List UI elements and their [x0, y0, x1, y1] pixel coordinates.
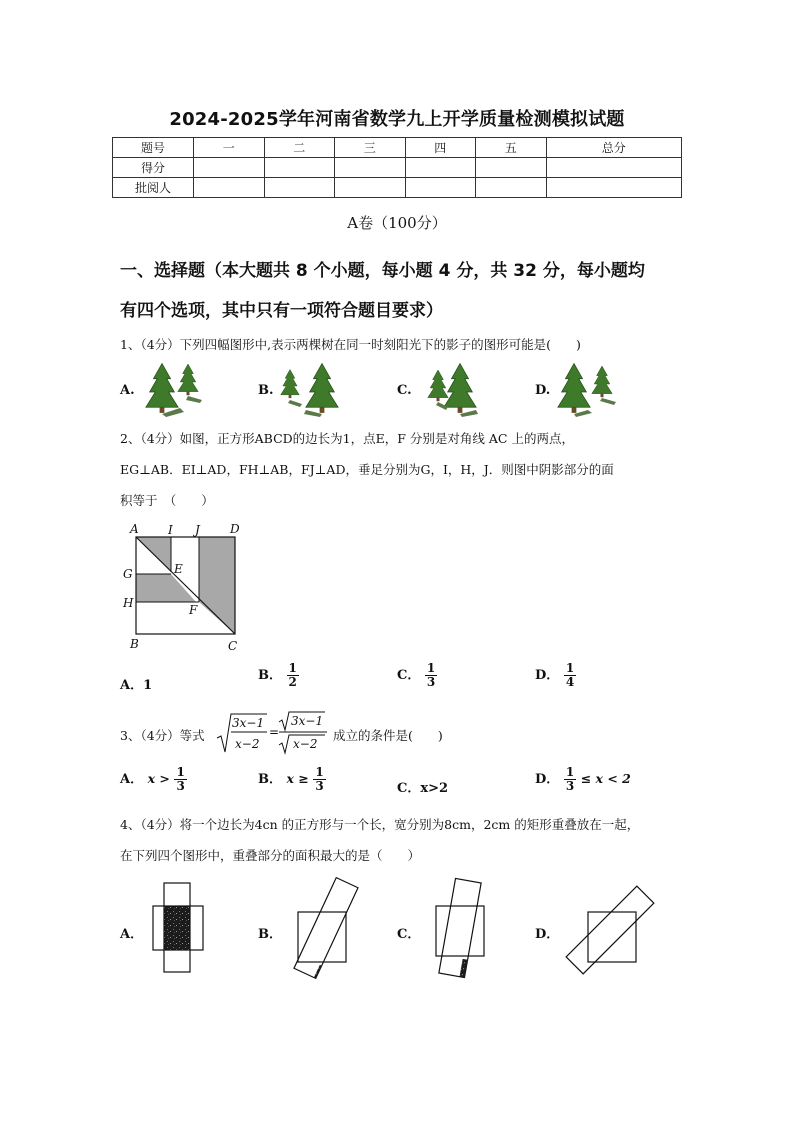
section-heading: 一、选择题（本大题共 8 个小题，每小题 4 分，共 32 分，每小题均 [120, 261, 645, 281]
point-label: C [228, 639, 238, 653]
table-cell: 批阅人 [113, 178, 194, 198]
question-4-line2: 在下列四个图形中，重叠部分的面积最大的是（ ） [120, 848, 421, 863]
table-cell [405, 178, 476, 198]
table-cell: 一 [194, 138, 265, 158]
option-d-label: D． [535, 927, 560, 942]
table-cell [405, 158, 476, 178]
table-cell [194, 178, 265, 198]
point-label: H [123, 596, 134, 610]
point-label: B [130, 637, 139, 651]
table-cell: 五 [476, 138, 547, 158]
table-cell [476, 178, 547, 198]
eq-den-right: x−2 [293, 737, 318, 751]
option-d: D． $\frac{1}{3}$ ≤ x < 2 [535, 765, 631, 793]
point-label: D [230, 522, 240, 536]
section-heading-cont: 有四个选项，其中只有一项符合题目要求） [120, 301, 443, 321]
point-label: G [123, 567, 133, 581]
overlap-figure-d [560, 878, 656, 978]
point-label: J [195, 523, 200, 537]
option-a-label: A. [120, 383, 135, 398]
option-c: C．x>2 [397, 781, 449, 796]
table-cell [546, 178, 682, 198]
eq-num-left: 3x−1 [232, 716, 265, 730]
question-3-suffix: 成立的条件是( ) [333, 728, 443, 743]
option-a-label: A． [120, 927, 144, 942]
option-d: D． $\frac{1}{4}$ [535, 661, 575, 689]
square-abcd-figure [118, 520, 248, 656]
point-label: F [189, 603, 198, 617]
option-c: C． $\frac{1}{3}$ [397, 661, 436, 689]
table-cell: 四 [405, 138, 476, 158]
table-cell: 得分 [113, 158, 194, 178]
table-cell: 总分 [546, 138, 682, 158]
table-cell [476, 158, 547, 178]
option-d-label: D. [535, 383, 551, 398]
option-b: B． x ≥ $\frac{1}{3}$ [258, 765, 324, 793]
point-label: I [168, 523, 173, 537]
table-cell [335, 158, 406, 178]
point-label: E [174, 562, 183, 576]
table-cell: 题号 [113, 138, 194, 158]
table-cell: 三 [335, 138, 406, 158]
table-cell [264, 178, 335, 198]
score-table-header-row [113, 138, 682, 158]
trees-shadow-figure-d [552, 360, 632, 420]
paper-a-heading: A卷（100分） [347, 214, 447, 232]
eq-sign: = [269, 725, 280, 739]
eq-num-right: 3x−1 [291, 714, 324, 728]
point-label: A [130, 522, 139, 536]
table-cell [264, 158, 335, 178]
overlap-figure-c [428, 876, 494, 980]
table-cell: 二 [264, 138, 335, 158]
score-table [112, 137, 682, 198]
shaded-band-right [199, 537, 235, 634]
option-a: A． x > $\frac{1}{3}$ [120, 765, 185, 793]
table-cell [335, 178, 406, 198]
question-2-line2: EG⊥AB．EI⊥AD，FH⊥AB，FJ⊥AD，垂足分别为G，I，H，J．则图中阴影部分的面 [120, 462, 614, 477]
table-cell [194, 158, 265, 178]
eq-den-left: x−2 [235, 737, 260, 751]
question-1-text: 1、（4分）下列四幅图形中,表示两棵树在同一时刻阳光下的影子的图形可能是( ) [120, 337, 581, 352]
question-2-line1: 2、（4分）如图，正方形ABCD的边长为1，点E，F 分别是对角线 AC 上的两点， [120, 431, 574, 446]
option-b-label: B． [258, 927, 282, 942]
radical-equation [215, 710, 333, 756]
score-table-row [113, 178, 682, 198]
trees-shadow-figure-b [278, 360, 358, 420]
option-b: B． $\frac{1}{2}$ [258, 661, 297, 689]
shaded-band-left [136, 574, 196, 602]
overlap-figure-b [288, 876, 364, 980]
table-cell [546, 158, 682, 178]
question-2-line3: 积等于 （ ） [120, 493, 214, 508]
trees-shadow-figure-c [418, 360, 498, 420]
score-table-row [113, 158, 682, 178]
option-c-label: C. [397, 383, 412, 398]
option-b-label: B. [258, 383, 274, 398]
page-title: 2024-2025学年河南省数学九上开学质量检测模拟试题 [169, 109, 625, 130]
option-c-label: C． [397, 927, 421, 942]
option-a: A．1 [120, 678, 153, 693]
question-3-prefix: 3、（4分）等式 [120, 728, 205, 743]
trees-shadow-figure-a [140, 360, 220, 420]
question-4-line1: 4、（4分）将一个边长为4cn 的正方形与一个长，宽分别为8cm，2cm 的矩形重叠放在一起， [120, 817, 640, 832]
overlap-figure-a [148, 880, 208, 976]
